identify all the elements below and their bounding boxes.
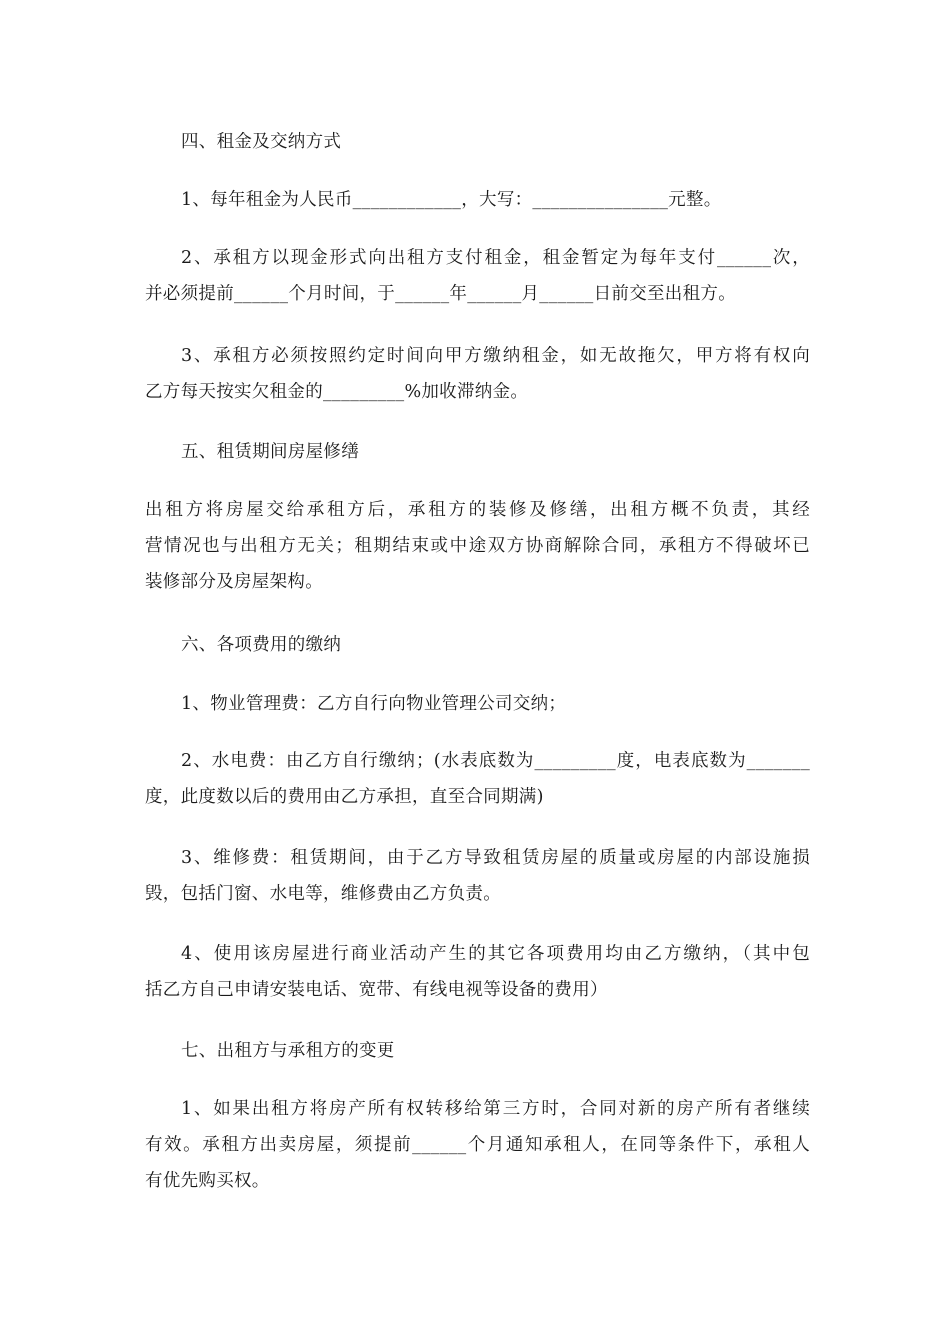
- clause-6-3: 3、维修费：租赁期间，由于乙方导致租赁房屋的质量或房屋的内部设施损 毁，包括门窗、水电等，维修费由乙方负责。: [145, 848, 810, 904]
- section-heading-4: 四、租金及交纳方式: [181, 132, 342, 152]
- clause-7-1: 1、如果出租方将房产所有权转移给第三方时，合同对新的房产所有者继续 有效。承租方出卖房屋，须提前______个月通知承租人，在同等条件下，承租人 有优先购买权。: [145, 1099, 810, 1191]
- clause-4-1: 1、每年租金为人民币____________，大写：_______________元整。: [181, 190, 722, 210]
- clause-4-2: 2、承租方以现金形式向出租方支付租金，租金暂定为每年支付______次， 并必须提前______个月时间，于______年______月______日前交至出租方。: [145, 248, 810, 304]
- clause-4-3: 3、承租方必须按照约定时间向甲方缴纳租金，如无故拖欠，甲方将有权向 乙方每天按实欠租金的_________%加收滞纳金。: [145, 346, 810, 402]
- section-heading-7: 七、出租方与承租方的变更: [181, 1041, 395, 1061]
- clause-6-4: 4、使用该房屋进行商业活动产生的其它各项费用均由乙方缴纳，（其中包 括乙方自己申请安装电话、宽带、有线电视等设备的费用）: [145, 944, 810, 1000]
- section-heading-5: 五、租赁期间房屋修缮: [181, 442, 359, 462]
- clause-5-body: 出租方将房屋交给承租方后，承租方的装修及修缮，出租方概不负责，其经 营情况也与出租方无关；租期结束或中途双方协商解除合同，承租方不得破坏已 装修部分及房屋架构。: [145, 500, 810, 592]
- section-heading-6: 六、各项费用的缴纳: [181, 635, 342, 655]
- clause-6-1: 1、物业管理费：乙方自行向物业管理公司交纳；: [181, 694, 567, 714]
- clause-6-2: 2、水电费：由乙方自行缴纳；(水表底数为_________度，电表底数为_______ 度，此度数以后的费用由乙方承担，直至合同期满): [145, 751, 810, 807]
